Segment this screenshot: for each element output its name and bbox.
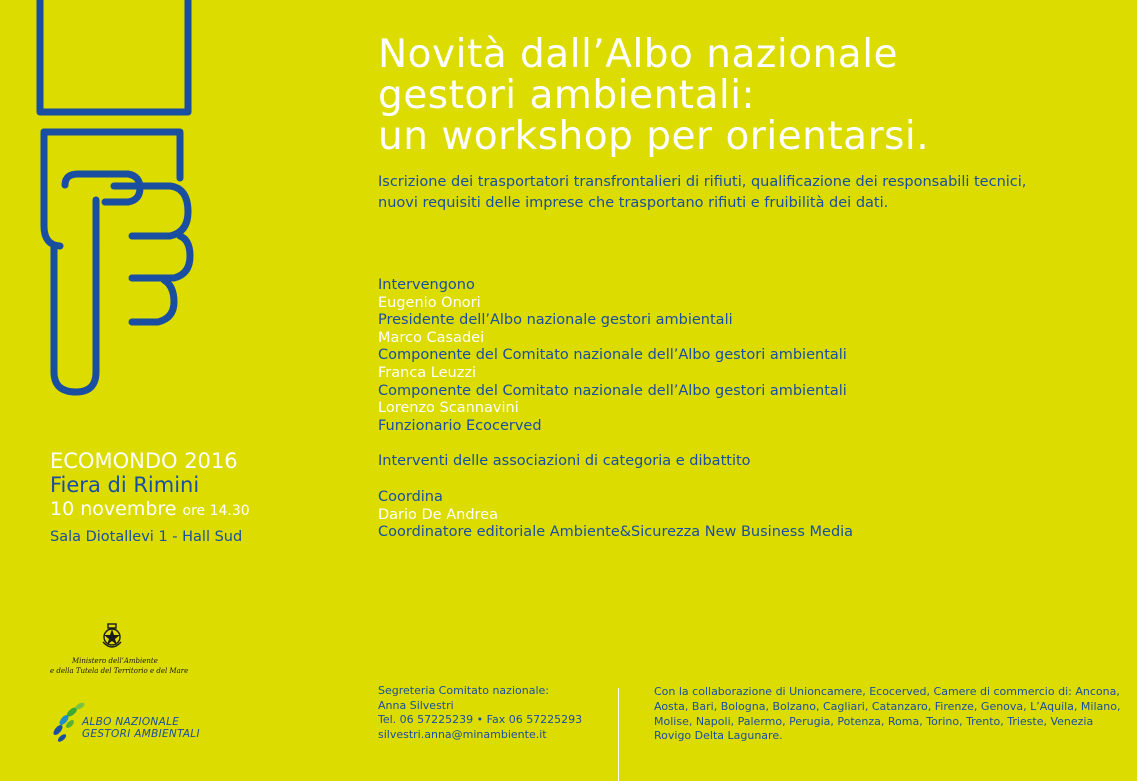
collaboration-text: Con la collaborazione di Unioncamere, Ecocerved, Camere di commercio di: Ancona, Aosta, Bari, Bologna, Bolzano, Cagliari, Catanzaro, Firenze, Genova, L’Aquila, Milano, Molise, Napoli, Palermo, Perugia, Potenza, Roma, Torino, Trento, Trieste, Venezia Rovigo Delta Lagunare. [654, 685, 1121, 743]
title-line-3: un workshop per orientarsi. [378, 114, 930, 159]
speaker-name: Franca Leuzzi [378, 364, 476, 381]
footer-divider [618, 688, 619, 781]
albo-name-line-2: GESTORI AMBIENTALI [82, 728, 200, 740]
speaker-name: Eugenio Onori [378, 294, 481, 311]
secretariat-phone: Tel. 06 57225239 • Fax 06 57225293 [378, 713, 583, 727]
event-name: ECOMONDO 2016 [50, 449, 238, 473]
title-line-2: gestori ambientali: [378, 73, 756, 118]
coordinator-role: Coordinatore editoriale Ambiente&Sicurezza New Business Media [378, 524, 854, 541]
albo-name-line-1: ALBO NAZIONALE [82, 716, 180, 728]
pointing-hand-icon [30, 0, 200, 400]
ministry-name-line-1: Ministero dell’Ambiente [72, 657, 158, 665]
coordinator-name: Dario De Andrea [378, 506, 498, 523]
secretariat-email[interactable]: silvestri.anna@minambiente.it [378, 727, 547, 741]
speaker-role: Componente del Comitato nazionale dell’Albo gestori ambientali [378, 347, 847, 364]
ministry-name [50, 656, 188, 676]
speaker-name: Marco Casadei [378, 329, 485, 346]
albo-logo [48, 698, 208, 748]
emblem-icon [100, 622, 124, 652]
speakers-heading: Intervengono [378, 277, 475, 293]
speaker-role: Componente del Comitato nazionale dell’Albo gestori ambientali [378, 382, 847, 399]
secretariat-info [378, 684, 608, 742]
speaker-role: Funzionario Ecocerved [378, 417, 542, 434]
ministry-logo [48, 622, 208, 682]
albo-name [82, 716, 200, 740]
event-info [50, 449, 350, 549]
speaker-role: Presidente dell’Albo nazionale gestori ambientali [378, 312, 733, 329]
event-room: Sala Diotallevi 1 - Hall Sud [50, 529, 243, 545]
subtitle-line-2: nuovi requisiti delle imprese che trasportano rifiuti e fruibilità dei dati. [378, 195, 889, 211]
event-venue: Fiera di Rimini [50, 473, 200, 497]
event-date: 10 novembre [50, 498, 177, 520]
subtitle-line-1: Iscrizione dei trasportatori transfrontalieri di rifiuti, qualificazione dei responsabili tecnici, [378, 174, 1027, 190]
page-title [378, 34, 1098, 157]
secretariat-name: Anna Silvestri [378, 698, 454, 712]
event-time: ore 14.30 [182, 503, 250, 519]
title-line-1: Novità dall’Albo nazionale [378, 32, 899, 77]
ministry-name-line-2: e della Tutela del Territorio e del Mare [50, 667, 189, 675]
secretariat-heading: Segreteria Comitato nazionale: [378, 684, 549, 697]
associations-text: Interventi delle associazioni di categoria e dibattito [378, 453, 751, 470]
subtitle [378, 172, 1118, 214]
coordination-heading: Coordina [378, 488, 443, 505]
speakers-section [378, 277, 1078, 542]
speaker-name: Lorenzo Scannavini [378, 400, 519, 417]
event-date-time [50, 497, 350, 523]
